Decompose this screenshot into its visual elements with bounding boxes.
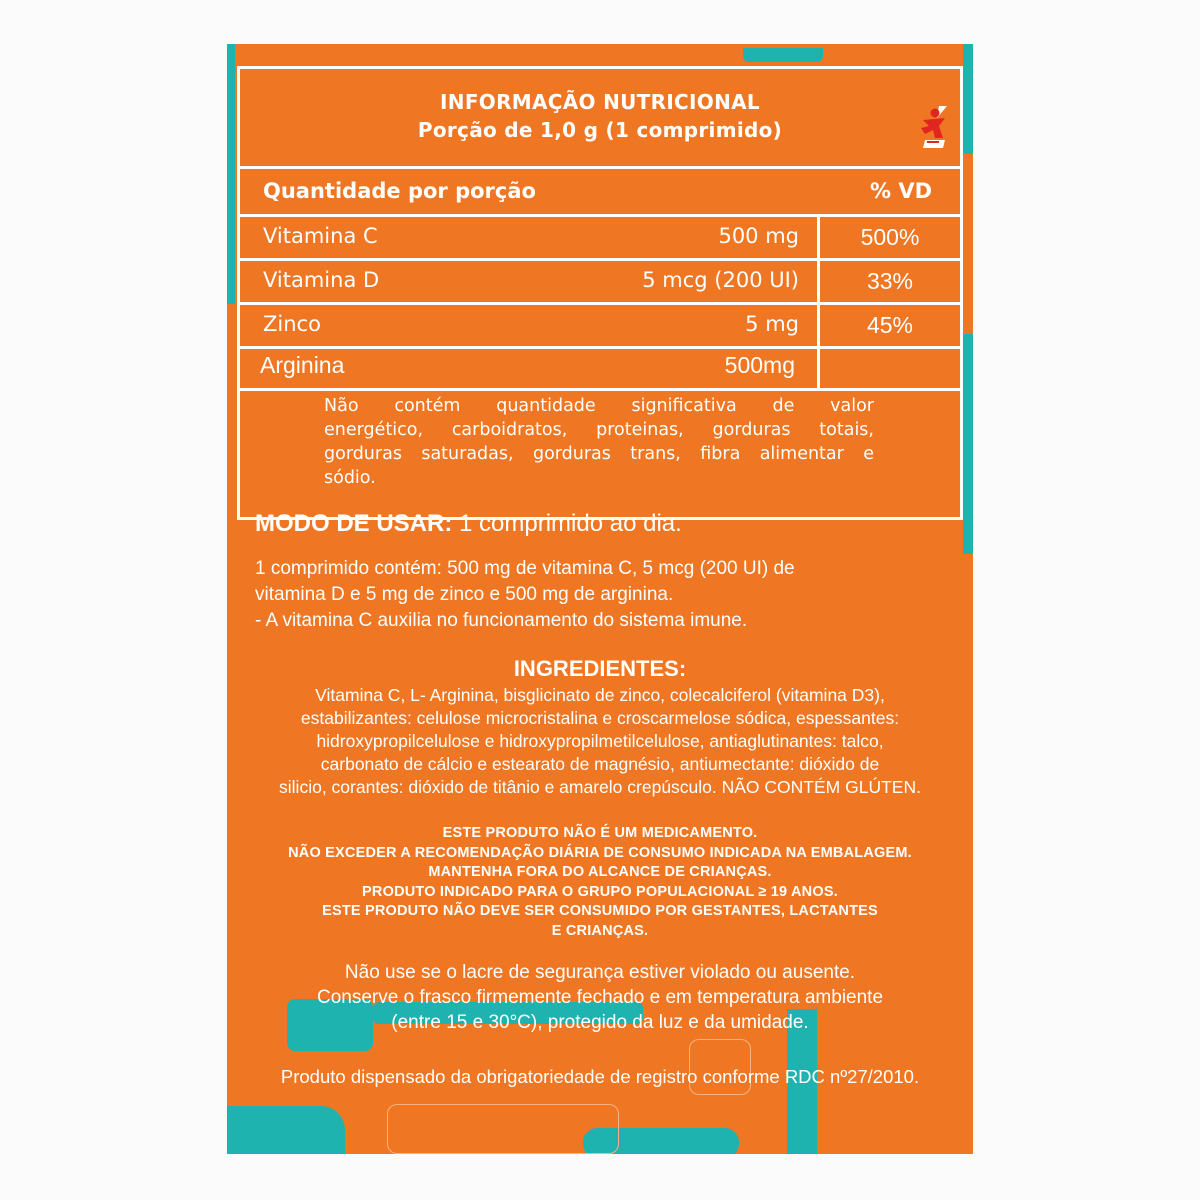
storage-line: Conserve o frasco firmemente fechado e em temperatura ambiente xyxy=(316,987,884,1008)
decorative-shape xyxy=(227,1106,345,1154)
header-vd: % VD xyxy=(869,179,933,203)
footnote-line: sódio. xyxy=(324,468,376,488)
header-quantity: Quantidade por porção xyxy=(263,179,536,203)
registry-notice: Produto dispensado da obrigatoriedade de registro conforme RDC nº27/2010. xyxy=(280,1066,920,1087)
health-claim: - A vitamina C auxilia no funcionamento do sistema imune. xyxy=(255,610,748,631)
nutrient-amount: 500 mg xyxy=(718,224,799,248)
storage-line: (entre 15 e 30°C), protegido da luz e da umidade. xyxy=(391,1012,809,1033)
usage-instructions xyxy=(255,510,682,538)
table-divider xyxy=(237,388,963,391)
table-divider xyxy=(237,302,963,305)
warning-line: NÃO EXCEDER A RECOMENDAÇÃO DIÁRIA DE CONSUMO INDICADA NA EMBALAGEM. xyxy=(288,844,912,861)
decorative-outline xyxy=(387,1104,619,1154)
nutrient-name: Vitamina D xyxy=(263,268,380,292)
warning-line: ESTE PRODUTO NÃO DEVE SER CONSUMIDO POR GESTANTES, LACTANTES xyxy=(322,903,878,919)
usage-text: 1 comprimido ao dia. xyxy=(452,510,682,537)
nutrition-heading: INFORMAÇÃO NUTRICIONAL xyxy=(440,90,760,114)
usage-label: MODO DE USAR: xyxy=(255,510,453,537)
warning-line: PRODUTO INDICADO PARA O GRUPO POPULACIONAL ≥ 19 ANOS. xyxy=(362,883,838,900)
warning-line: ESTE PRODUTO NÃO É UM MEDICAMENTO. xyxy=(442,825,758,841)
contents-line: vitamina D e 5 mg de zinco e 500 mg de arginina. xyxy=(255,584,674,605)
decorative-shape xyxy=(227,44,235,304)
product-label xyxy=(227,44,973,1154)
footnote-line: energético, carboidratos, proteinas, gorduras totais, xyxy=(324,420,874,440)
serving-size: Porção de 1,0 g (1 comprimido) xyxy=(417,118,783,142)
nutrition-footnote xyxy=(324,394,874,490)
nutrient-vd: 33% xyxy=(866,268,914,294)
nutrient-name: Vitamina C xyxy=(263,224,378,248)
nutrient-vd: 45% xyxy=(866,312,914,338)
ingredients-title: INGREDIENTES: xyxy=(513,656,687,681)
nutrient-vd: 500% xyxy=(860,224,920,250)
ingredients-line: estabilizantes: celulose microcristalina e croscarmelose sódica, espessantes: xyxy=(300,708,900,728)
nutrient-amount: 5 mcg (200 UI) xyxy=(642,268,799,292)
footnote-line: gorduras saturadas, gorduras trans, fibra alimentar e xyxy=(324,444,874,464)
ingredients-line: carbonato de cálcio e estearato de magnésio, antiumectante: dióxido de xyxy=(320,754,880,774)
nutrient-amount: 500mg xyxy=(724,352,795,378)
tablet-contents xyxy=(255,556,945,608)
decorative-shape xyxy=(963,334,973,554)
nutrient-name: Zinco xyxy=(263,312,321,336)
ingredients-line: Vitamina C, L- Arginina, bisglicinato de zinco, colecalciferol (vitamina D3), xyxy=(315,685,885,705)
warning-line: E CRIANÇAS. xyxy=(551,922,649,939)
table-divider xyxy=(237,166,963,169)
runner-logo-icon xyxy=(917,104,951,152)
ingredients-line: silicio, corantes: dióxido de titânio e amarelo crepúsculo. NÃO CONTÉM GLÚTEN. xyxy=(279,777,921,797)
ingredients-line: hidroxypropilcelulose e hidroxypropilmetilcelulose, antiaglutinantes: talco, xyxy=(316,731,884,751)
table-divider xyxy=(237,346,963,349)
nutrient-amount: 5 mg xyxy=(745,312,799,336)
table-divider xyxy=(237,258,963,261)
contents-line: 1 comprimido contém: 500 mg de vitamina C, 5 mcg (200 UI) de xyxy=(255,558,795,579)
decorative-shape xyxy=(743,48,823,62)
nutrient-name: Arginina xyxy=(260,352,345,378)
warning-line: MANTENHA FORA DO ALCANCE DE CRIANÇAS. xyxy=(428,864,772,880)
table-divider xyxy=(237,214,963,217)
ingredients-list xyxy=(227,684,973,799)
footnote-line: Não contém quantidade significativa de valor xyxy=(324,396,874,416)
storage-instructions xyxy=(227,960,973,1035)
storage-line: Não use se o lacre de segurança estiver violado ou ausente. xyxy=(344,962,856,983)
table-column-divider xyxy=(817,214,820,390)
warnings-block xyxy=(227,824,973,941)
nutrition-title xyxy=(227,88,973,144)
